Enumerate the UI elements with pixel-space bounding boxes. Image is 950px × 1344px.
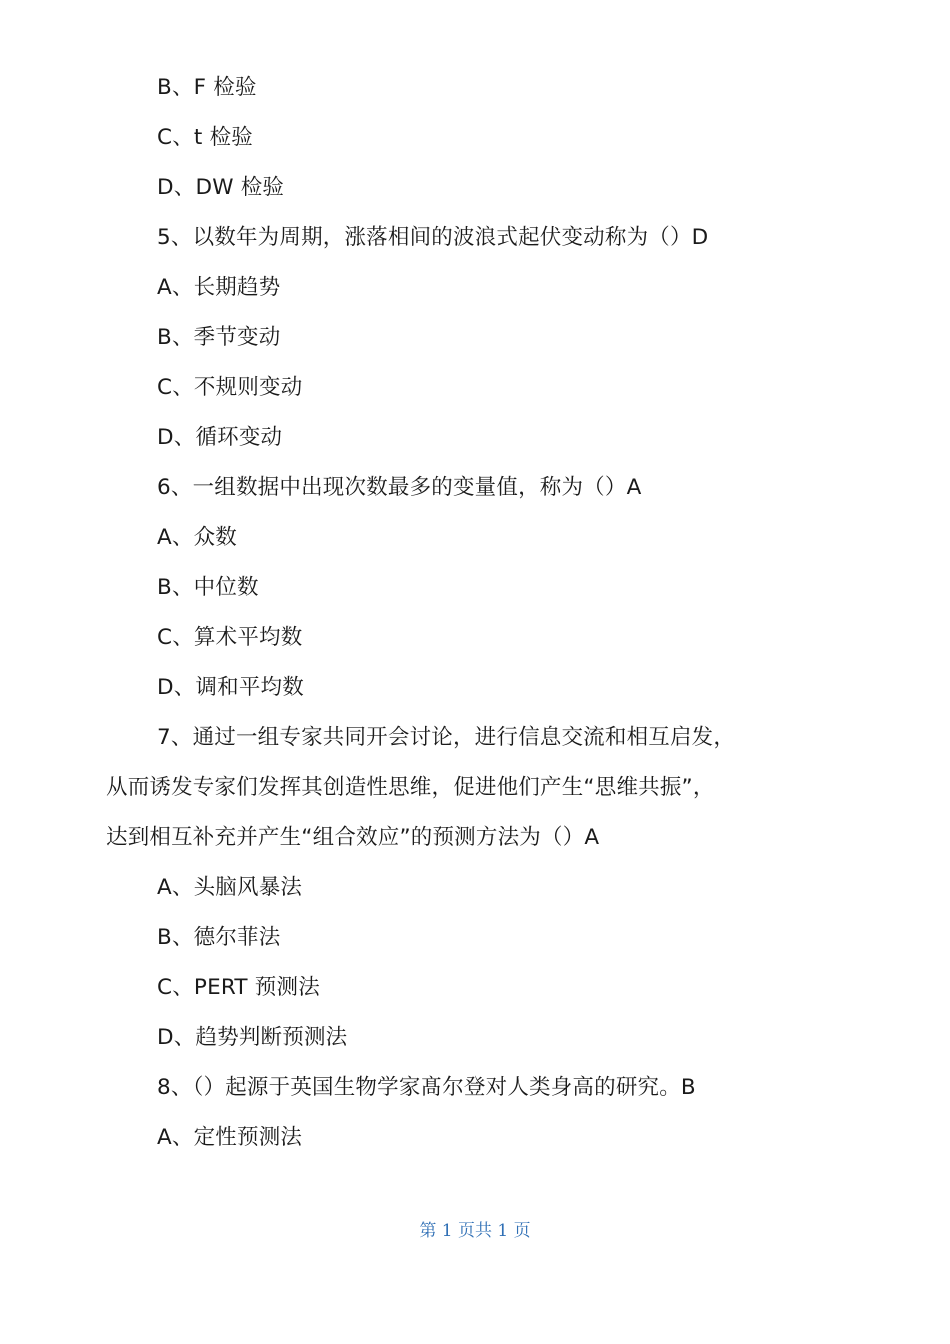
q7-option-a: A、头脑风暴法: [157, 875, 303, 900]
question-6: 6、一组数据中出现次数最多的变量值，称为（）A: [157, 475, 642, 500]
question-7-line-3: 达到相互补充并产生“组合效应”的预测方法为（）A: [106, 825, 600, 850]
q6-option-c: C、算术平均数: [157, 625, 303, 650]
q6-option-b: B、中位数: [157, 575, 259, 600]
question-8: 8、（）起源于英国生物学家髙尔登对人类身高的研究。B: [157, 1075, 696, 1100]
option-d-dw-test: D、DW 检验: [157, 175, 285, 200]
q5-option-d: D、循环变动: [157, 425, 283, 450]
q5-option-a: A、长期趋势: [157, 275, 281, 300]
q7-option-d: D、趋势判断预测法: [157, 1025, 348, 1050]
option-c-t-test: C、t 检验: [157, 125, 253, 150]
q5-option-c: C、不规则变动: [157, 375, 303, 400]
question-7-line-1: 7、通过一组专家共同开会讨论，进行信息交流和相互启发，: [157, 725, 736, 750]
q5-option-b: B、季节变动: [157, 325, 281, 350]
q6-option-d: D、调和平均数: [157, 675, 304, 700]
q7-option-c: C、PERT 预测法: [157, 975, 320, 1000]
q6-option-a: A、众数: [157, 525, 238, 550]
page-footer: 第 1 页共 1 页: [419, 1221, 531, 1241]
question-5: 5、以数年为周期，涨落相间的波浪式起伏变动称为（）D: [157, 225, 709, 250]
q7-option-b: B、德尔菲法: [157, 925, 281, 950]
option-b-f-test: B、F 检验: [157, 75, 257, 100]
question-7-line-2: 从而诱发专家们发挥其创造性思维，促进他们产生“思维共振”，: [106, 775, 715, 800]
q8-option-a: A、定性预测法: [157, 1125, 303, 1150]
